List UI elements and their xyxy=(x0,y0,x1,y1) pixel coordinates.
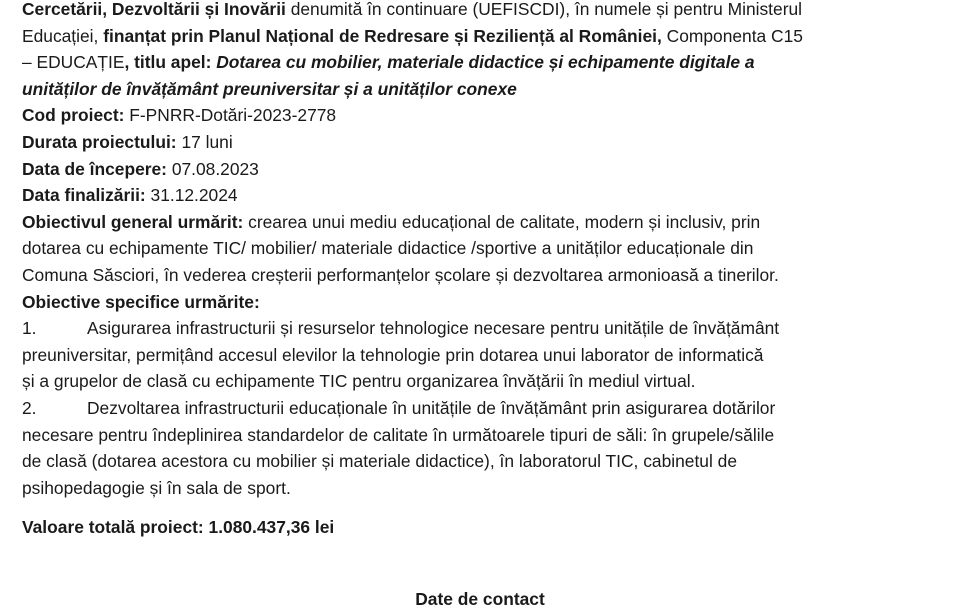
call-title-text: Dotarea cu mobilier, materiale didactice și echipamente digitale a xyxy=(216,52,755,73)
specific-objective-2-first-line xyxy=(22,395,914,422)
paragraph-spacer xyxy=(22,501,914,514)
ministry-text: Educației, xyxy=(22,25,104,46)
specific-objective-1-line-3: și a grupelor de clasă cu echipamente TIC pentru organizarea învățării în mediul virtual. xyxy=(22,371,696,392)
specific-objective-2-text: Dezvoltarea infrastructurii educaționale în unitățile de învățământ prin asigurarea dotărilor xyxy=(87,397,776,418)
call-title-text-cont: unităților de învățământ preuniversitar și a unităților conexe xyxy=(22,78,517,99)
specific-objective-2-line-2: necesare pentru îndeplinirea standardelor de calitate în următoarele tipuri de săli: în grupele/sălile xyxy=(22,424,775,445)
intro-line-3 xyxy=(22,49,914,76)
duration-line xyxy=(22,129,914,156)
funding-text-bold: finanțat prin Planul Național de Redresare și Reziliență al României, xyxy=(103,25,662,46)
specific-objective-1-first-line xyxy=(22,315,914,342)
list-number: 1. xyxy=(22,318,37,339)
intro-line-4 xyxy=(22,76,914,103)
call-title-label: , titlu apel: xyxy=(124,52,217,73)
general-objective-line-3: Comuna Săsciori, în vederea creșterii performanțelor școlare și dezvoltarea armonioasă a tinerilor. xyxy=(22,264,779,285)
specific-objectives-title: Obiective specifice urmărite: xyxy=(22,291,260,312)
project-code-value: F-PNRR-Dotări-2023-2778 xyxy=(124,105,337,126)
duration-label: Durata proiectului: xyxy=(22,131,177,152)
list-number: 2. xyxy=(22,397,37,418)
general-objective-label: Obiectivul general urmărit: xyxy=(22,211,244,232)
intro-paragraph xyxy=(22,0,914,102)
agency-name-bold: Cercetării, Dezvoltării și Inovării xyxy=(22,0,286,19)
total-value-line xyxy=(22,514,914,541)
intro-text: denumită în continuare (UEFISCDI), în numele și pentru Ministerul xyxy=(285,0,803,19)
start-date-value: 07.08.2023 xyxy=(166,158,259,179)
total-value-amount: 1.080.437,36 lei xyxy=(203,517,335,538)
component-text: Componenta C15 xyxy=(661,25,803,46)
contact-heading: Date de contact xyxy=(415,589,545,609)
specific-objective-1-line-2: preuniversitar, permițând accesul elevilor la tehnologie prin dotarea unui laborator de informatică xyxy=(22,344,764,365)
project-code-label: Cod proiect: xyxy=(22,105,125,126)
intro-line-1 xyxy=(22,0,914,23)
duration-value: 17 luni xyxy=(176,131,233,152)
intro-line-2 xyxy=(22,23,914,50)
end-date-line xyxy=(22,182,914,209)
specific-objective-1-text: Asigurarea infrastructurii și resurselor tehnologice necesare pentru unitățile de învățământ xyxy=(87,318,780,339)
specific-objective-2-line-3: de clasă (dotarea acestora cu mobilier și materiale didactice), în laboratorul TIC, cabinetul de xyxy=(22,451,737,472)
general-objective-line-1 xyxy=(22,209,914,236)
document-body xyxy=(22,0,914,541)
specific-objective-2-line-4: psihopedagogie și în sala de sport. xyxy=(22,477,291,498)
specific-objective-item xyxy=(22,315,914,395)
end-date-value: 31.12.2024 xyxy=(145,185,238,206)
start-date-label: Data de începere: xyxy=(22,158,167,179)
end-date-label: Data finalizării: xyxy=(22,185,146,206)
specific-objective-item xyxy=(22,395,914,501)
start-date-line xyxy=(22,156,914,183)
total-value-label: Valoare totală proiect: xyxy=(22,517,204,538)
general-objective-line-2: dotarea cu echipamente TIC/ mobilier/ materiale didactice /sportive a unităților educaționale din xyxy=(22,238,754,259)
project-code-line xyxy=(22,102,914,129)
component-name: – EDUCAȚIE xyxy=(22,52,125,73)
general-objective-paragraph xyxy=(22,209,914,289)
general-objective-text: crearea unui mediu educațional de calitate, modern și inclusiv, prin xyxy=(243,211,761,232)
